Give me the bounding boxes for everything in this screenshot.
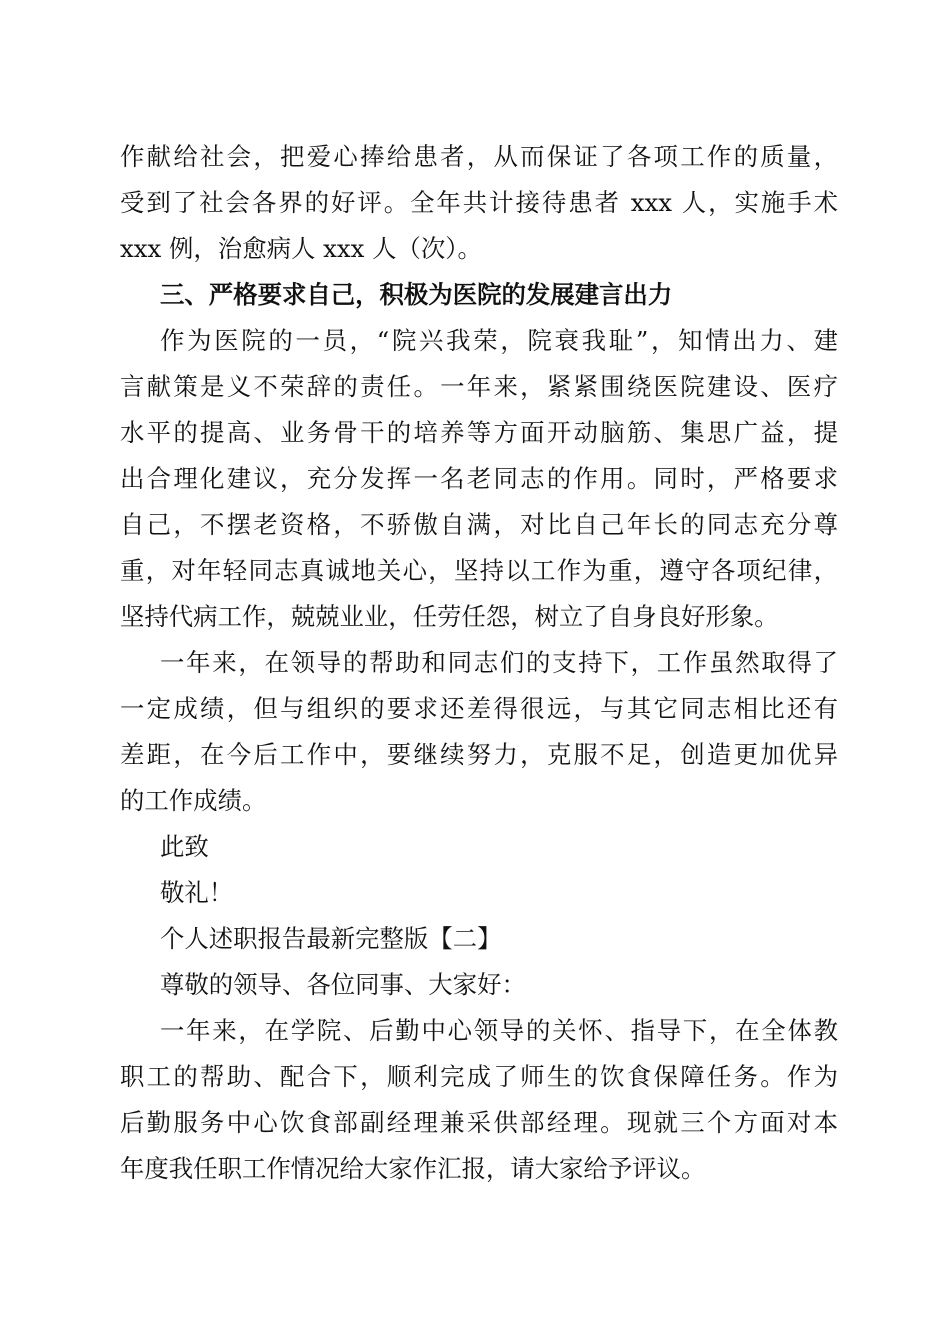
paragraph-logistics-report — [120, 1008, 838, 1192]
paragraph-quality-results — [120, 134, 838, 272]
text-line: 重，对年轻同志真诚地关心，坚持以工作为重，遵守各项纪律， — [120, 556, 838, 585]
closing-salute: 敬礼！ — [160, 878, 234, 907]
text-line: 一年来，在学院、后勤中心领导的关怀、指导下，在全体教 — [160, 1016, 838, 1045]
text-line: 受到了社会各界的好评。全年共计接待患者 xxx 人，实施手术 — [120, 188, 838, 217]
text-line: 一年来，在领导的帮助和同志们的支持下，工作虽然取得了 — [160, 648, 838, 677]
text-line: 作献给社会，把爱心捧给患者，从而保证了各项工作的质量， — [120, 142, 838, 171]
text-line: 年度我任职工作情况给大家作汇报，请大家给予评议。 — [120, 1154, 706, 1183]
text-line: 水平的提高、业务骨干的培养等方面开动脑筋、集思广益，提 — [120, 418, 838, 447]
text-line: 的工作成绩。 — [120, 786, 267, 815]
text-line: 坚持代病工作，兢兢业业，任劳任怨，树立了自身良好形象。 — [120, 602, 779, 631]
section-heading-three: 三、严格要求自己，积极为医院的发展建言出力 — [160, 280, 673, 309]
text-line: 后勤服务中心饮食部副经理兼采供部经理。现就三个方面对本 — [120, 1108, 838, 1137]
text-line: 作为医院的一员，“院兴我荣，院衰我耻”，知情出力、建 — [160, 326, 838, 355]
text-line: 差距，在今后工作中，要继续努力，克服不足，创造更加优异 — [120, 740, 838, 769]
document-body — [120, 134, 838, 1192]
paragraph-year-summary — [120, 640, 838, 824]
salutation: 尊敬的领导、各位同事、大家好： — [160, 970, 526, 999]
text-line: 言献策是义不荣辞的责任。一年来，紧紧围绕医院建设、医疗 — [120, 372, 838, 401]
text-line: 职工的帮助、配合下，顺利完成了师生的饮食保障任务。作为 — [120, 1062, 838, 1091]
closing-regards: 此致 — [160, 832, 209, 861]
text-line: 出合理化建议，充分发挥一名老同志的作用。同时，严格要求 — [120, 464, 838, 493]
text-line: xxx 例，治愈病人 xxx 人（次）。 — [120, 234, 482, 263]
text-line: 自己，不摆老资格，不骄傲自满，对比自己年长的同志充分尊 — [120, 510, 838, 539]
paragraph-hospital-member — [120, 318, 838, 640]
section-two-title: 个人述职报告最新完整版【二】 — [160, 924, 502, 953]
text-line: 一定成绩，但与组织的要求还差得很远，与其它同志相比还有 — [120, 694, 838, 723]
